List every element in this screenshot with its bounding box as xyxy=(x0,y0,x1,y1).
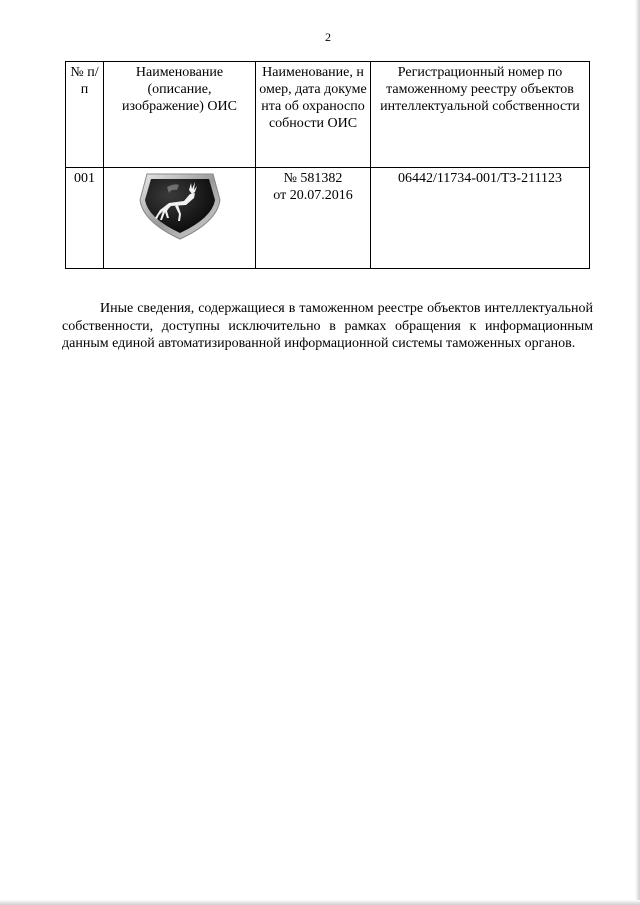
deer-emblem-logo xyxy=(137,170,223,242)
row-number: 001 xyxy=(66,168,104,269)
ois-image-cell xyxy=(104,168,256,269)
document-cell xyxy=(256,168,371,269)
body-paragraph: Иные сведения, содержащиеся в таможенном реестре объектов интеллектуальной собственности, доступны исключительно в рамках обращения к информационным данным единой автоматизированной информационной системы таможенных органов. xyxy=(62,301,593,352)
ois-registry-table xyxy=(65,61,590,269)
header-number: № п/п xyxy=(66,62,104,168)
header-document: Наименование, номер, дата документа об охраноспособности ОИС xyxy=(256,62,371,168)
table-row xyxy=(66,168,590,269)
page-number: 2 xyxy=(325,30,331,44)
page-edge-shadow-right xyxy=(635,0,640,905)
table-header-row xyxy=(66,62,590,168)
registry-number: 06442/11734-001/ТЗ-211123 xyxy=(371,168,590,269)
document-date: от 20.07.2016 xyxy=(273,188,353,203)
page-edge-shadow-bottom xyxy=(0,900,640,905)
document-number: № 581382 xyxy=(283,171,343,186)
header-registry-number: Регистрационный номер по таможенному реестру объектов интеллектуальной собственности xyxy=(371,62,590,168)
header-ois-name: Наименование (описание, изображение) ОИС xyxy=(104,62,256,168)
